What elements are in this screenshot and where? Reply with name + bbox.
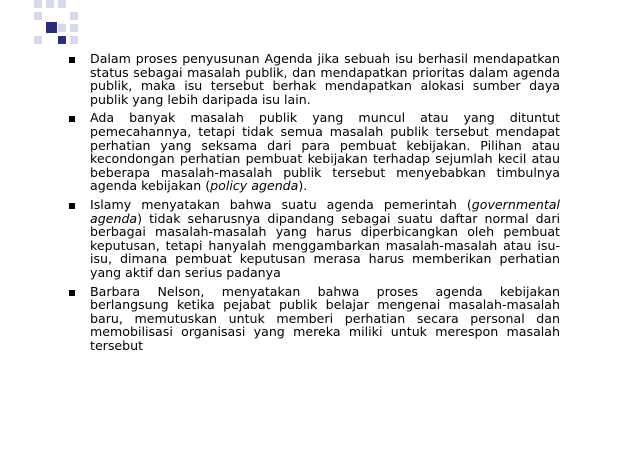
bullet-square-icon: [69, 203, 75, 209]
decor-square: [46, 22, 57, 33]
italic-term: policy agenda: [210, 178, 299, 194]
bullet-square-icon: [69, 290, 75, 296]
decor-square: [70, 12, 78, 20]
decor-square: [70, 24, 78, 32]
italic-term: governmental agenda: [90, 196, 560, 226]
bullet-text: [90, 111, 560, 193]
bullet-item: [60, 285, 560, 353]
decor-square: [34, 12, 42, 20]
text-run: Ada banyak masalah publik yang muncul atau yang dituntut pemecahannya, tetapi tidak semua masalah publik tersebut mendapat perhatian yang seksama dari para pembuat kebijakan. Pilihan atau kecondongan perhatian pembuat kebijakan terhadap sejumlah kecil atau beberapa masalah-masalah publik tersebut menyebabkan timbulnya agenda kebijakan (: [90, 110, 560, 194]
text-run: ) tidak seharusnya dipandang sebagai suatu daftar normal dari berbagai masalah-masalah yang harus diperbicangkan oleh pembuat keputusan, tetapi hanyalah menggambarkan masalah-masalah atau isu-isu, dimana pembuat keputusan merasa harus memberikan perhatian yang aktif dan serius padanya: [90, 210, 560, 280]
bullet-text: [90, 198, 560, 280]
decor-square: [34, 0, 42, 8]
bullet-item: [60, 52, 560, 106]
decor-square: [34, 36, 42, 44]
text-run: Dalam proses penyusunan Agenda jika sebuah isu berhasil mendapatkan status sebagai masalah publik, dan mendapatkan prioritas dalam agenda publik, maka isu tersebut berhak mendapatkan alokasi sumber daya publik yang lebih daripada isu lain.: [90, 51, 560, 107]
bullet-square-icon: [69, 57, 75, 63]
decor-square: [70, 36, 78, 44]
text-run: Islamy menyatakan bahwa suatu agenda pemerintah (: [90, 196, 472, 212]
bullet-text: [90, 52, 560, 106]
decor-square: [58, 36, 66, 44]
text-run: Barbara Nelson, menyatakan bahwa proses agenda kebijakan berlangsung ketika pejabat publik belajar mengenai masalah-masalah baru, memutuskan untuk memberi perhatian secara personal dan memobilisasi organisasi yang mereka miliki untuk merespon masalah tersebut: [90, 283, 560, 353]
bullet-square-icon: [69, 116, 75, 122]
bullet-list: [60, 52, 560, 357]
bullet-text: [90, 285, 560, 353]
decor-square: [58, 0, 66, 8]
decor-square: [46, 0, 54, 8]
bullet-item: [60, 198, 560, 280]
decor-square: [58, 24, 66, 32]
corner-decoration: [0, 0, 90, 60]
bullet-item: [60, 111, 560, 193]
text-run: ).: [298, 178, 308, 194]
